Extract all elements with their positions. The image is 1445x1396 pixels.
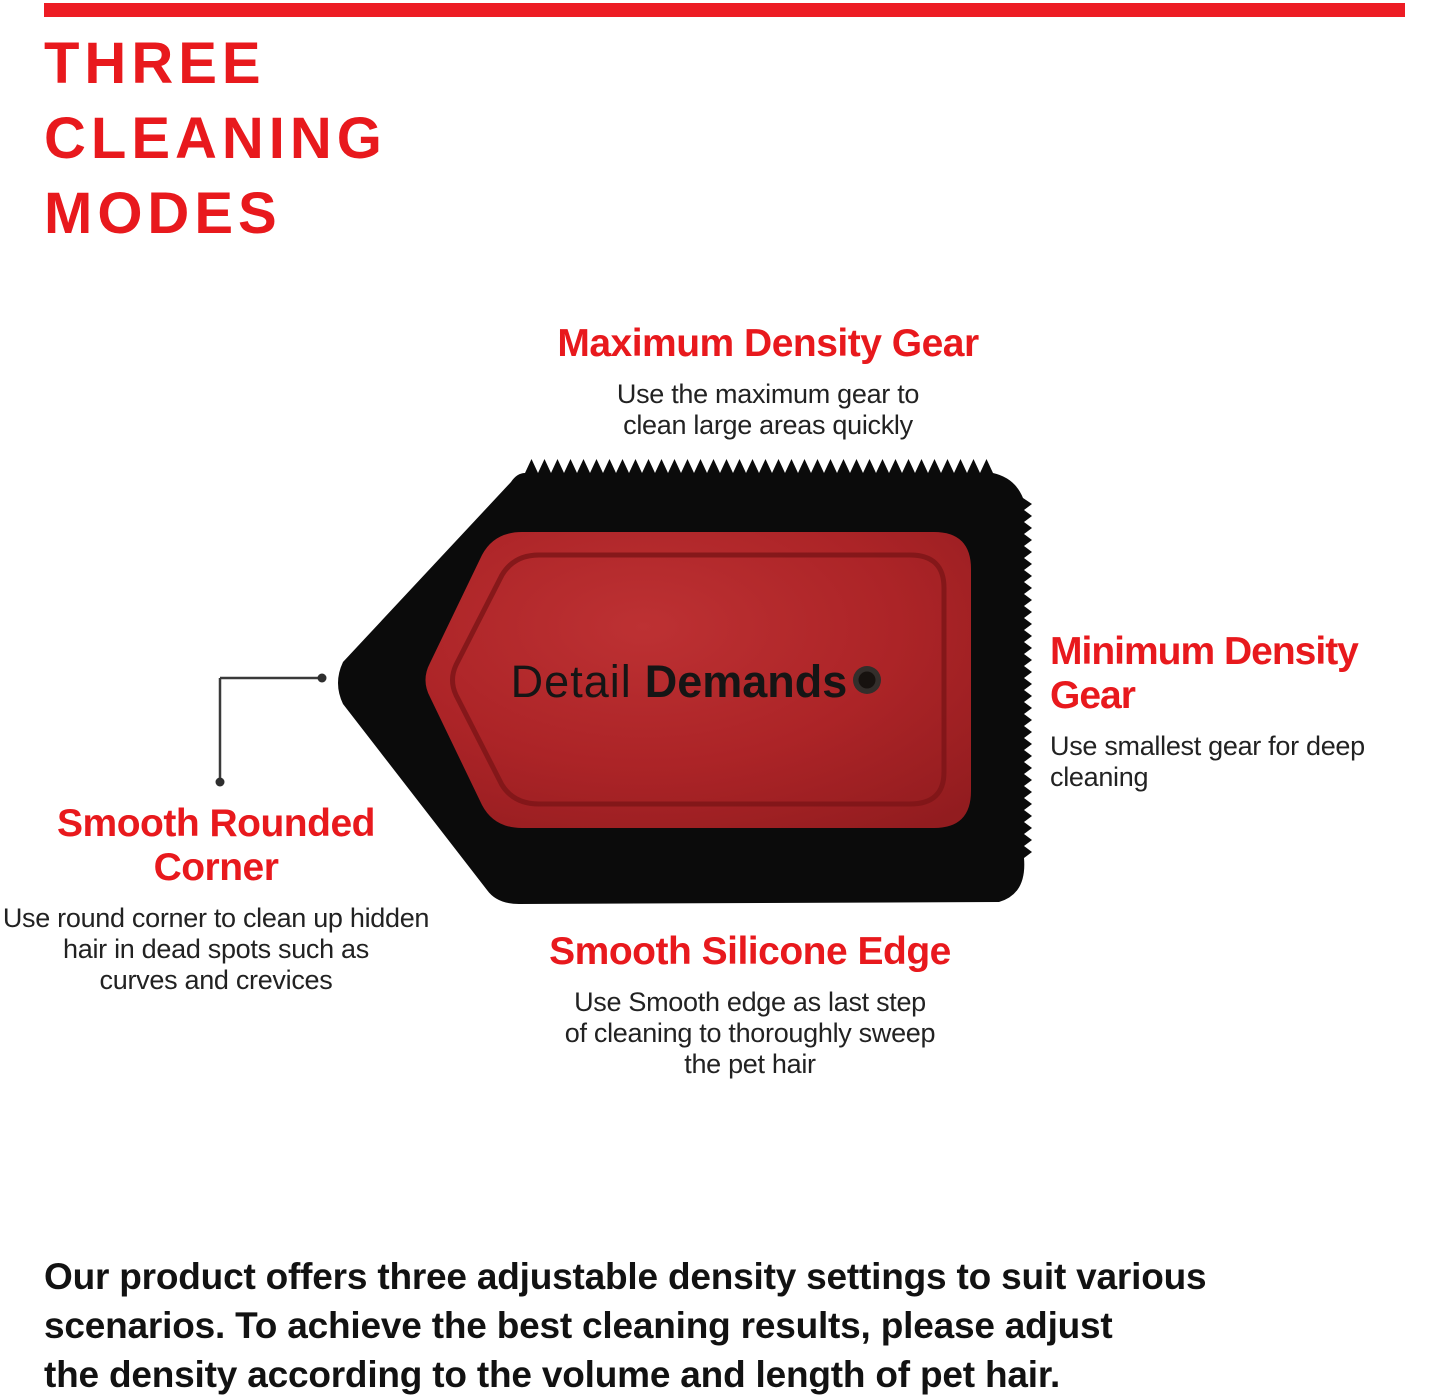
callout-text-line: Use round corner to clean up hidden: [2, 903, 430, 933]
footer-description: [44, 1252, 1206, 1396]
callout-smooth-silicone-edge: [500, 930, 1000, 1080]
callout-text-line: Use smallest gear for deep cleaning: [1050, 731, 1365, 792]
top-accent-bar: [44, 3, 1405, 17]
page-title: [44, 26, 387, 251]
pad-hole-center: [859, 672, 876, 689]
footer-line: Our product offers three adjustable density settings to suit various: [44, 1256, 1207, 1297]
brand-logo-light: Detail: [510, 656, 632, 707]
callout-title: Minimum Density Gear: [1050, 630, 1358, 717]
callout-text-line: curves and crevices: [99, 965, 333, 995]
title-line: MODES: [44, 181, 282, 246]
footer-line: the density according to the volume and length of pet hair.: [44, 1354, 1061, 1395]
callout-maximum-density-gear: [518, 322, 1018, 441]
title-line: CLEANING: [44, 106, 387, 171]
callout-text-line: of cleaning to thoroughly sweep: [564, 1018, 936, 1048]
callout-title: Maximum Density Gear: [557, 322, 979, 365]
callout-minimum-density-gear: [1050, 630, 1445, 793]
brand-logo-bold: Demands: [644, 656, 848, 707]
callout-text-line: hair in dead spots such as: [63, 934, 369, 964]
callout-text-line: the pet hair: [684, 1049, 816, 1079]
product-image: [333, 452, 1043, 912]
brand-logo: [511, 656, 848, 707]
title-line: THREE: [44, 31, 266, 96]
callout-title: Smooth Silicone Edge: [549, 930, 951, 973]
rounded-corner-pointer-line: [200, 659, 340, 794]
footer-line: scenarios. To achieve the best cleaning results, please adjust: [44, 1305, 1113, 1346]
callout-text-line: clean large areas quickly: [623, 410, 913, 440]
callout-title: Smooth Rounded Corner: [57, 802, 375, 889]
callout-text-line: Use the maximum gear to: [616, 379, 920, 409]
callout-text-line: Use Smooth edge as last step: [574, 987, 926, 1017]
